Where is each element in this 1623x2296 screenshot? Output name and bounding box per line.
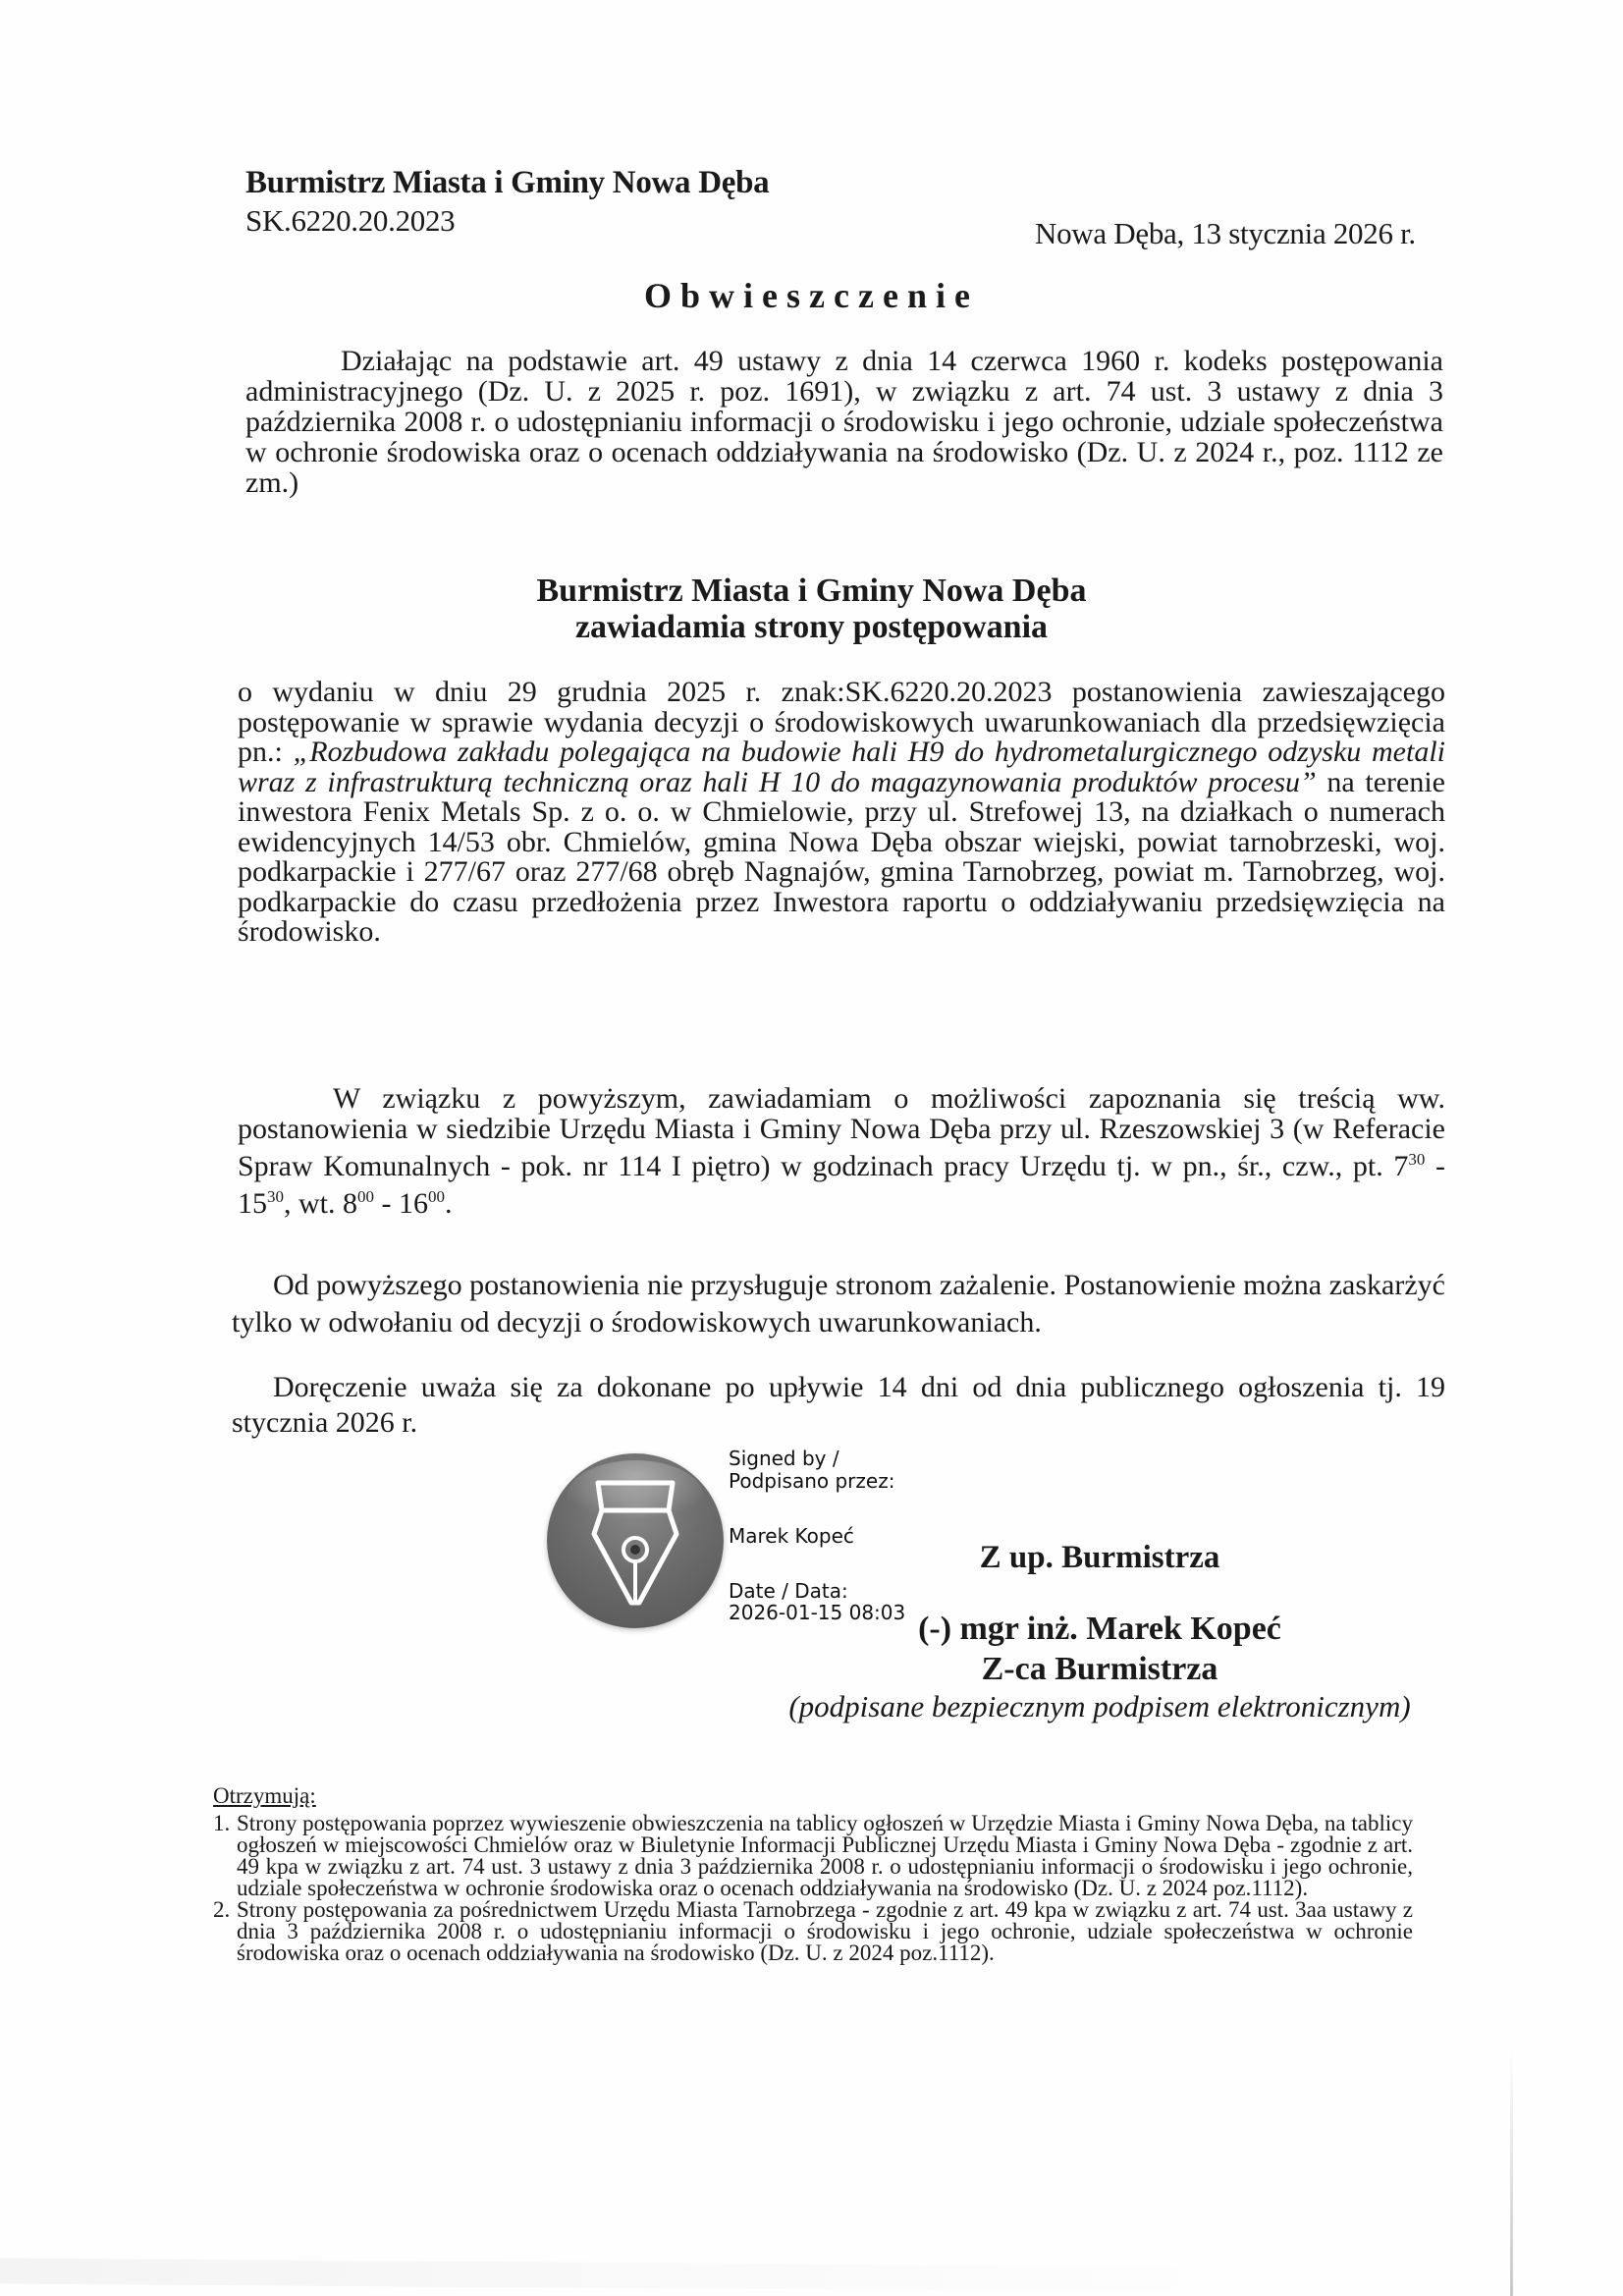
scan-smudge-artifact bbox=[0, 2259, 1257, 2293]
appeal-text: Od powyższego postanowienia nie przysługuje stronom zażalenie. Postanowienie można zaskarżyć tylko w odwołaniu od decyzji o środowiskowych uwarunkowaniach. bbox=[232, 1269, 1445, 1339]
signatory-name: (-) mgr inż. Marek Kopeć bbox=[918, 1611, 1281, 1647]
office-hours: $7^{30} - 15^{30}$, wt. $8^{00} - 16^{00}$. bbox=[238, 1150, 1445, 1220]
delivery-paragraph bbox=[232, 1370, 1445, 1441]
signature-on-behalf: Z up. Burmistrza bbox=[979, 1540, 1220, 1575]
signed-by-label-1: Signed by / bbox=[729, 1447, 839, 1470]
document-title: Obwieszczenie bbox=[644, 276, 979, 315]
fountain-pen-nib-icon bbox=[547, 1453, 724, 1628]
recipients-section bbox=[213, 1785, 1413, 1964]
recipient-text: Strony postępowania za pośrednictwem Urzędu Miasta Tarnobrzega - zgodnie z art. 49 kpa w związku z art. 74 ust. 3aa ustawy z dnia 3 października 2008 r. o udostępnianiu informacji o środowisku i jego ochronie, udziale społeczeństwa w ochronie środowiska oraz o ocenach oddziaływania na środowisko (Dz. U. z 2024 poz.1112). bbox=[237, 1897, 1413, 1965]
recipient-item bbox=[213, 1899, 1413, 1964]
recipient-number: 2. bbox=[213, 1897, 231, 1922]
signer-name: Marek Kopeć bbox=[729, 1524, 854, 1548]
recipient-text: Strony postępowania poprzez wywieszenie obwieszczenia na tablicy ogłoszeń w Urzędzie Miasta i Gminy Nowa Dęba, na tablicy ogłoszeń w miejscowości Chmielów oraz w Biuletynie Informacji Publicznej Urzędu Miasta i Gminy Nowa Dęba - zgodnie z art. 49 kpa w związku z art. 74 ust. 3 ustawy z dnia 3 października 2008 r. o udostępnianiu informacji o środowisku i jego ochronie, udziale społeczeństwa w ochronie środowiska oraz o ocenach oddziaływania na środowisko (Dz. U. z 2024 poz.1112). bbox=[237, 1811, 1413, 1900]
decision-intro-text: o wydaniu w dniu 29 grudnia 2025 r. znak:SK.6220.20.2023 postanowienia zawieszającego postępowanie w sprawie wydania decyzji o środowiskowych uwarunkowaniach dla przedsięwzięcia pn.: bbox=[238, 676, 1445, 768]
scan-edge-artifact bbox=[1510, 2043, 1513, 2296]
appeal-paragraph bbox=[232, 1267, 1445, 1341]
project-name: „Rozbudowa zakładu polegająca na budowie hali H9 do hydrometalurgicznego odzysku metali wraz z infrastrukturą techniczną oraz hali H 10 do magazynowania produktów procesu” bbox=[238, 736, 1445, 798]
recipients-header: Otrzymują: bbox=[213, 1783, 316, 1808]
access-text: W związku z powyższym, zawiadamiam o możliwości zapoznania się treścią ww. postanowienia w siedzibie Urzędu Miasta i Gminy Nowa Dęba przy ul. Rzeszowskiej 3 (w Referacie Spraw Komunalnych - pok. nr 114 I piętro) w godzinach pracy Urzędu tj. w pn., śr., czw., pt. bbox=[238, 1082, 1445, 1182]
legal-basis-text: Działając na podstawie art. 49 ustawy z dnia 14 czerwca 1960 r. kodeks postępowania administracyjnego (Dz. U. z 2025 r. poz. 1691), w związku z art. 74 ust. 3 ustawy z dnia 3 października 2008 r. o udostępnianiu informacji o środowisku i jego ochronie, udziale społeczeństwa w ochronie środowiska oraz o ocenach oddziaływania na środowisko (Dz. U. z 2024 r., poz. 1112 ze zm.) bbox=[245, 345, 1443, 499]
issuing-authority: Burmistrz Miasta i Gminy Nowa Dęba bbox=[245, 165, 770, 200]
place-and-date: Nowa Dęba, 13 stycznia 2026 r. bbox=[1035, 216, 1416, 250]
delivery-text: Doręczenie uważa się za dokonane po upływie 14 dni od dnia publicznego ogłoszenia tj. 19 stycznia 2026 r. bbox=[232, 1371, 1445, 1439]
legal-basis-paragraph bbox=[245, 346, 1443, 498]
access-paragraph bbox=[238, 1083, 1445, 1219]
decision-location-text: na terenie inwestora Fenix Metals Sp. z o. o. w Chmielowie, przy ul. Strefowej 13, na działkach o numerach ewidencyjnych 14/53 obr. Chmielów, gmina Nowa Dęba obszar wiejski, powiat tarnobrzeski, woj. podkarpackie i 277/67 oraz 277/68 obręb Nagnajów, gmina Tarnobrzeg, powiat m. Tarnobrzeg, woj. podkarpackie do czasu przedłożenia przez Inwestora raportu o oddziaływaniu przedsięwzięcia na środowisko. bbox=[238, 765, 1445, 948]
signature-note: (podpisane bezpiecznym podpisem elektronicznym) bbox=[788, 1689, 1411, 1723]
announcement-heading-line-2: zawiadamia strony postępowania bbox=[574, 609, 1049, 645]
signed-by-label-2: Podpisano przez: bbox=[729, 1469, 895, 1493]
signature-seal bbox=[547, 1453, 724, 1628]
signature-date-label: Date / Data: bbox=[729, 1579, 848, 1603]
recipient-number: 1. bbox=[213, 1811, 231, 1835]
signature-date-value: 2026-01-15 08:03 bbox=[729, 1601, 906, 1624]
case-reference-number: SK.6220.20.2023 bbox=[245, 203, 456, 238]
decision-paragraph bbox=[238, 678, 1445, 948]
recipient-item bbox=[213, 1813, 1413, 1899]
recipients-list bbox=[213, 1813, 1413, 1964]
signatory-role: Z-ca Burmistrza bbox=[981, 1651, 1218, 1687]
announcement-heading-line-1: Burmistrz Miasta i Gminy Nowa Dęba bbox=[536, 573, 1087, 609]
